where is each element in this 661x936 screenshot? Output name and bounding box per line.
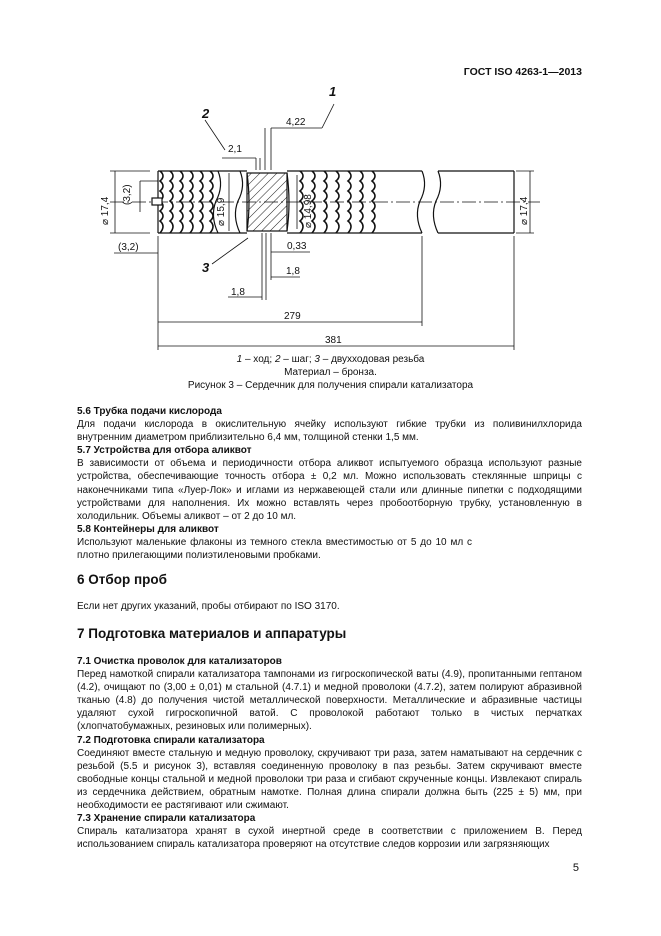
text-6: Если нет других указаний, пробы отбирают по ISO 3170. xyxy=(77,601,340,612)
text-7-1: Перед намоткой спирали катализатора тампонами из гигроскопической ваты (4.9), пропитанными гептаном (4.2), очищают по (3,00 ± 0,01) м стальной (4.7.1) и медной проволоки (4.7.2), затем полируют абразивной тканью (4.8) до получения чистой металлической поверхности. Металлические и абразивные частицы удаляют сухой гигроскопичной ватой. С проволокой работают только в чистых перчатках (хлопчатобумажных, резиновых или полимерных). xyxy=(77,669,582,733)
dim-18-b: 1,8 xyxy=(231,287,245,298)
heading-7-3: 7.3 Хранение спирали катализатора xyxy=(77,813,256,825)
standard-header: ГОСТ ISO 4263-1—2013 xyxy=(463,66,582,78)
figure-legend: 1 – ход; 2 – шаг; 3 – двухходовая резьба xyxy=(236,354,425,365)
dim-21: 2,1 xyxy=(228,144,242,155)
dim-381: 381 xyxy=(325,335,342,346)
heading-7-2: 7.2 Подготовка спирали катализатора xyxy=(77,734,265,746)
heading-5-6: 5.6 Трубка подачи кислорода xyxy=(77,406,222,417)
dim-174-left: ⌀ 17,4 xyxy=(100,196,111,225)
dim-422: 4,22 xyxy=(286,117,306,128)
dim-1498: ⌀ 14,98 xyxy=(303,194,314,228)
figure-material: Материал – бронза. xyxy=(284,367,377,378)
label-3: 3 xyxy=(202,260,210,275)
heading-5-7: 5.7 Устройства для отбора аликвот xyxy=(77,445,252,457)
dim-18-a: 1,8 xyxy=(286,266,300,277)
label-2: 2 xyxy=(202,106,210,121)
heading-5-8: 5.8 Контейнеры для аликвот xyxy=(77,523,219,535)
heading-7-1: 7.1 Очистка проволок для катализаторов xyxy=(77,656,282,667)
dim-32-left: (3,2) xyxy=(122,184,133,205)
dim-159: ⌀ 15,9 xyxy=(216,197,227,226)
dim-033: 0,33 xyxy=(287,241,307,252)
dim-32-bottom: (3,2) xyxy=(118,242,139,253)
text-5-7: В зависимости от объема и периодичности отбора аликвот испытуемого образца используют разные устройства, обеспечивающие точность отбора ± 0,2 мл. Можно использовать стеклянные шприцы с наконечниками типа «Луер-Лок» и иглами из нержавеющей стали или длинные пипетки с подходящими устройствами для наполнения. Их можно вставлять через пробоотборную трубку, установленную в холодильник. Объемы аликвот – от 2 до 10 мл. xyxy=(77,458,582,522)
page-number: 5 xyxy=(572,862,579,874)
text-5-6: Для подачи кислорода в окислительную ячейку используют гибкие трубки из поливинилхлорида внутренним диаметром приблизительно 6,4 мм, толщиной стенки 1,5 мм. xyxy=(77,419,582,444)
figure-caption: Рисунок 3 – Сердечник для получения спирали катализатора xyxy=(187,380,474,391)
text-7-2: Соединяют вместе стальную и медную проволоку, скручивают три раза, затем наматывают на сердечник с резьбой (5.5 и рисунок 3), вставляя соединенную проволоку в паз резьбы. Затем скручивают вместе свободные концы стальной и медной проволоки три раза и сгибают скрученные концы. Извлекают спираль из сердечника действием, обратным намотке. Полная длина спирали должна быть (225 ± 5) мм, при необходимости ее растягивают или сжимают. xyxy=(77,747,582,812)
dim-174-right: ⌀ 17,4 xyxy=(519,196,530,225)
heading-6: 6 Отбор проб xyxy=(77,572,167,587)
section-5-6 xyxy=(77,405,582,562)
section-7 xyxy=(77,655,582,851)
heading-7: 7 Подготовка материалов и аппаратуры xyxy=(77,626,347,641)
label-1: 1 xyxy=(329,84,337,99)
text-5-8: Используют маленькие флаконы из темного стекла вместимостью от 5 до 10 мл с плотно прилегающими полиэтиленовыми пробками. xyxy=(77,536,472,562)
dim-279: 279 xyxy=(284,311,301,322)
mandrel-drawing xyxy=(0,0,661,360)
text-7-3: Спираль катализатора хранят в сухой инертной среде в соответствии с приложением В. Перед использованием спираль катализатора проверяют на отсутствие следов коррозии или загрязняющих xyxy=(77,826,582,851)
